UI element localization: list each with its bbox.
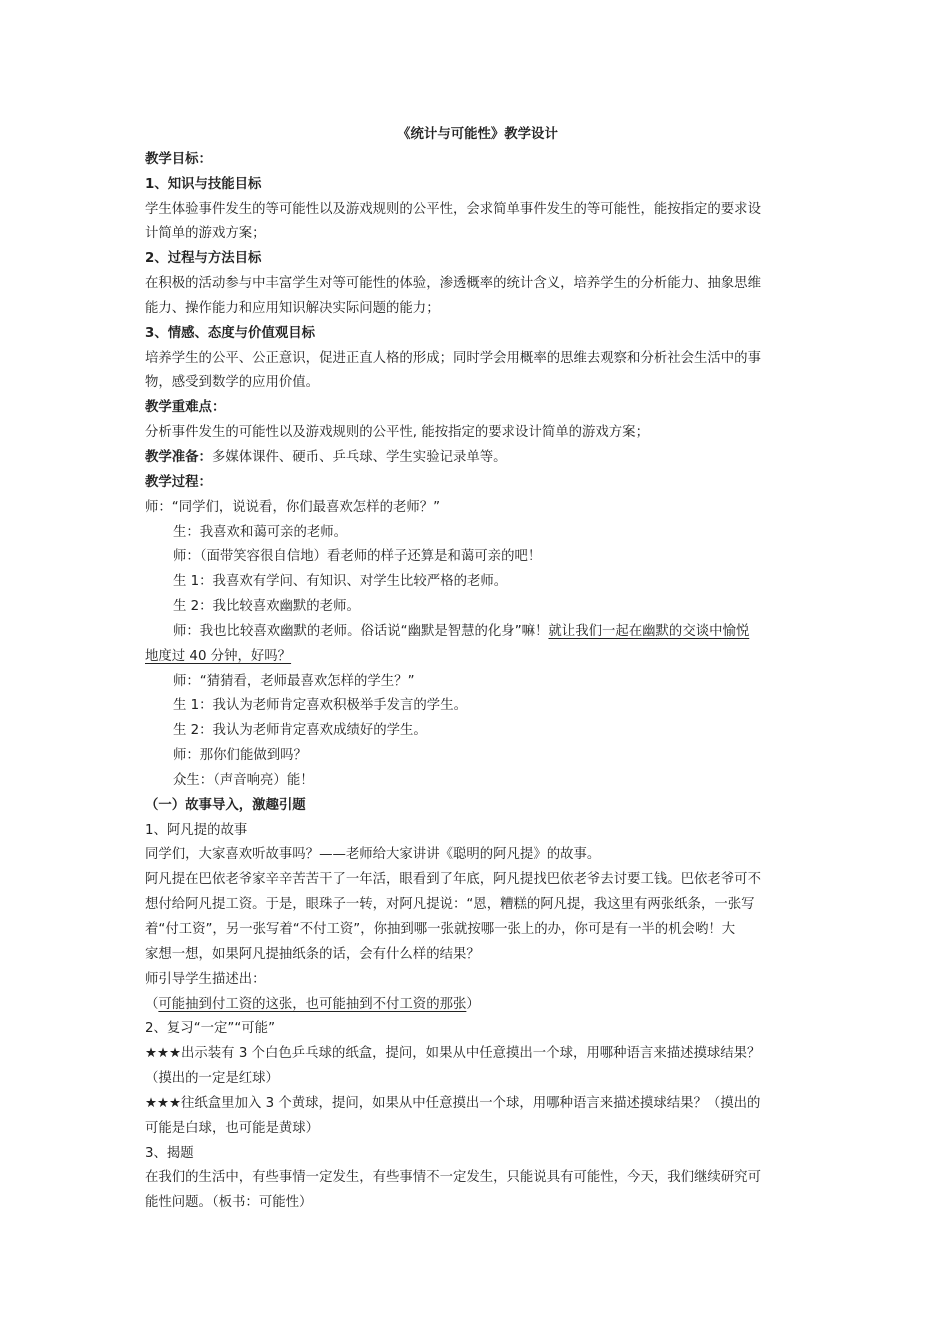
humor-underline: 地度过 40 分钟，好吗？ — [145, 648, 292, 664]
story-text-line: 想付给阿凡提工资。于是，眼珠子一转，对阿凡提说：“恩，糟糕的阿凡提，我这里有两张纸条，一张写 — [145, 897, 755, 913]
review1-line: （摸出的一定是红球） — [145, 1071, 279, 1087]
review-heading: 2、复习“一定”“可能” — [145, 1021, 276, 1037]
goal1-heading: 1、知识与技能目标 — [145, 176, 262, 192]
goals-heading: 教学目标： — [145, 151, 212, 167]
humor-underline: 就让我们一起在幽默的交谈中愉悦 — [548, 623, 750, 639]
dialogue-line: 众生：（声音响亮）能！ — [173, 772, 314, 788]
review1-line: ★★★出示装有 3 个白色乒乓球的纸盒，提问，如果从中任意摸出一个球，用哪种语言来描述摸球结果？ — [145, 1046, 761, 1062]
story-intro: 同学们，大家喜欢听故事吗？——老师给大家讲讲《聪明的阿凡提》的故事。 — [145, 847, 601, 863]
reveal-text-line: 能性问题。（板书：可能性） — [145, 1195, 313, 1211]
review2-line: 可能是白球，也可能是黄球） — [145, 1120, 320, 1136]
goal3-heading: 3、情感、态度与价值观目标 — [145, 325, 316, 341]
story-text-line: 着“付工资”，另一张写着“不付工资”，你抽到哪一张就按哪一张上的办，你可是有一半的机会哟！大 — [145, 922, 736, 937]
key-text: 分析事件发生的可能性以及游戏规则的公平性, 能按指定的要求设计简单的游戏方案； — [145, 425, 649, 441]
goal3-text-line: 物，感受到数学的应用价值。 — [145, 375, 320, 391]
goal2-heading: 2、过程与方法目标 — [145, 251, 262, 267]
section1-heading: （一）故事导入，激趣引题 — [145, 797, 306, 813]
goal2-text-line: 在积极的活动参与中丰富学生对等可能性的体验，渗透概率的统计含义，培养学生的分析能力、抽象思维 — [145, 276, 761, 292]
goal2-text-line: 能力、操作能力和应用知识解决实际问题的能力； — [145, 300, 440, 316]
humor-line-2 — [145, 645, 810, 670]
guide-answer-line — [145, 993, 810, 1018]
story-heading: 1、阿凡提的故事 — [145, 822, 248, 838]
dialogue-line: 生：我喜欢和蔼可亲的老师。 — [173, 524, 348, 540]
document-title: 《统计与可能性》教学设计 — [397, 127, 558, 142]
dialogue-line: 师：“同学们，说说看，你们最喜欢怎样的老师？” — [145, 499, 441, 515]
dialogue-line: 师：（面带笑容很自信地）看老师的样子还算是和蔼可亲的吧！ — [173, 549, 542, 565]
dialogue-line: 生 2：我认为老师肯定喜欢成绩好的学生。 — [173, 723, 427, 739]
guide-close-paren: ） — [466, 996, 480, 1012]
prep-label: 教学准备： — [145, 449, 212, 465]
guide-text: 师引导学生描述出： — [145, 971, 266, 987]
story-text-line: 阿凡提在巴依老爷家辛辛苦苦干了一年活，眼看到了年底，阿凡提找巴依老爷去讨要工钱。巴依老爷可不 — [145, 872, 761, 888]
prep-line — [145, 446, 810, 471]
prep-text: 多媒体课件、硬币、乒乓球、学生实验记录单等。 — [211, 449, 507, 465]
reveal-heading: 3、揭题 — [145, 1145, 194, 1161]
dialogue-line: 生 1：我认为老师肯定喜欢积极举手发言的学生。 — [173, 698, 467, 714]
review2-line: ★★★往纸盒里加入 3 个黄球，提问，如果从中任意摸出一个球，用哪种语言来描述摸球结果？（摸出的 — [145, 1095, 761, 1111]
key-heading: 教学重难点： — [145, 400, 226, 416]
dialogue-line: 师：那你们能做到吗？ — [173, 748, 307, 764]
humor-line — [145, 620, 810, 645]
goal3-text-line: 培养学生的公平、公正意识，促进正直人格的形成；同时学会用概率的思维去观察和分析社会生活中的事 — [145, 350, 761, 366]
dialogue-line: 师：“猜猜看，老师最喜欢怎样的学生？” — [173, 673, 415, 689]
goal1-text-line: 学生体验事件发生的等可能性以及游戏规则的公平性，会求简单事件发生的等可能性，能按指定的要求设 — [145, 201, 761, 217]
guide-open-paren: （ — [145, 996, 159, 1012]
goal1-text-line: 计简单的游戏方案； — [145, 226, 266, 242]
document-page — [145, 123, 810, 1216]
reveal-text-line: 在我们的生活中，有些事情一定发生，有些事情不一定发生，只能说具有可能性，今天，我们继续研究可 — [145, 1170, 761, 1186]
process-heading: 教学过程： — [145, 474, 212, 490]
story-text-line: 家想一想，如果阿凡提抽纸条的话，会有什么样的结果？ — [145, 946, 480, 962]
dialogue-line: 生 2：我比较喜欢幽默的老师。 — [173, 599, 360, 615]
dialogue-line: 生 1：我喜欢有学问、有知识、对学生比较严格的老师。 — [173, 574, 508, 590]
humor-plain: 师：我也比较喜欢幽默的老师。俗话说“幽默是智慧的化身”嘛！ — [173, 623, 549, 639]
guide-answer: 可能抽到付工资的这张，也可能抽到不付工资的那张 — [158, 996, 467, 1012]
